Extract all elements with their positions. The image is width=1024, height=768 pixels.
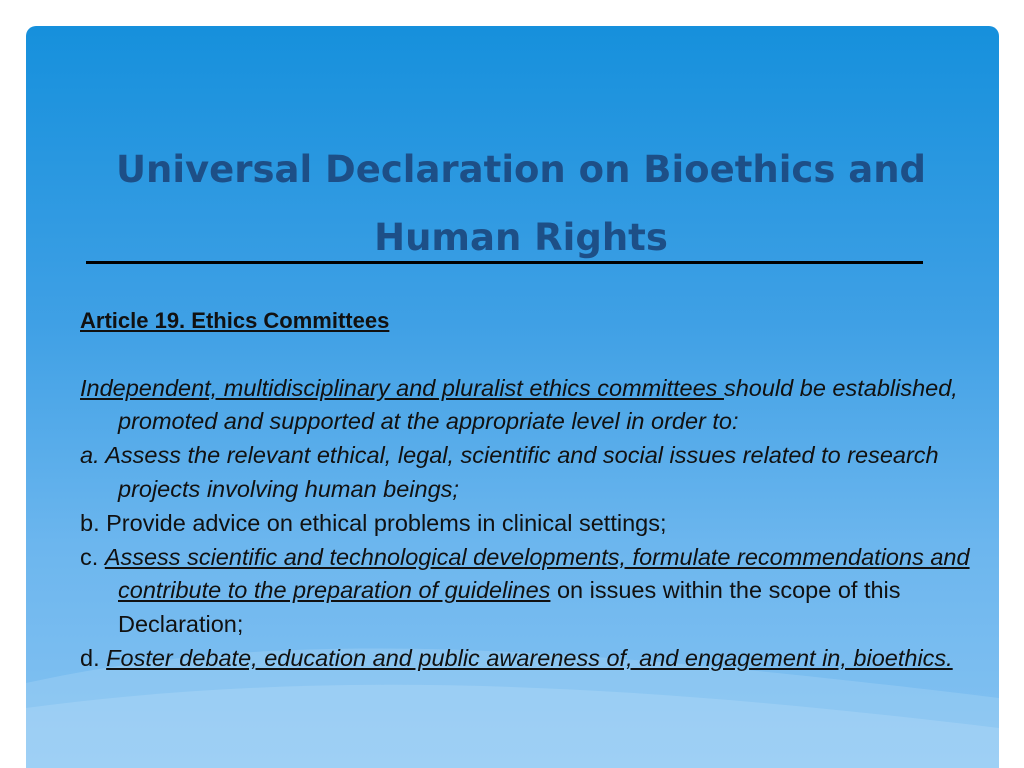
slide — [26, 26, 999, 768]
article-paragraph — [80, 372, 970, 440]
paragraph-text: a. Assess the relevant ethical, legal, scientific and social issues related to research projects involving human beings; — [80, 442, 939, 502]
paragraph-text: d. — [80, 644, 107, 671]
paragraph-text: should be established, promoted and supported at the appropriate level in order to: — [118, 374, 958, 435]
paragraph-text: b. Provide advice on ethical problems in clinical settings; — [80, 509, 667, 536]
article-paragraphs — [80, 372, 970, 676]
title-divider — [86, 261, 923, 264]
article-body — [80, 304, 970, 676]
paragraph-text: Independent, multidisciplinary and pluralist ethics committees — [80, 374, 724, 401]
paragraph-text: on issues within the scope of this Declaration; — [118, 577, 901, 638]
article-paragraph — [80, 541, 970, 642]
article-paragraph — [80, 642, 970, 676]
paragraph-text: Foster debate, education and public awareness of, and engagement in, bioethics. — [106, 644, 953, 671]
article-heading: Article 19. Ethics Committees — [80, 308, 390, 333]
article-paragraph — [80, 439, 970, 507]
paragraph-text: Assess scientific and technological developments, formulate recommendations and contribute to the preparation of guidelines — [104, 543, 970, 604]
slide-title: Universal Declaration on Bioethics and Human Rights — [115, 148, 927, 259]
article-paragraph — [80, 507, 970, 541]
paragraph-text: c. — [80, 543, 105, 570]
